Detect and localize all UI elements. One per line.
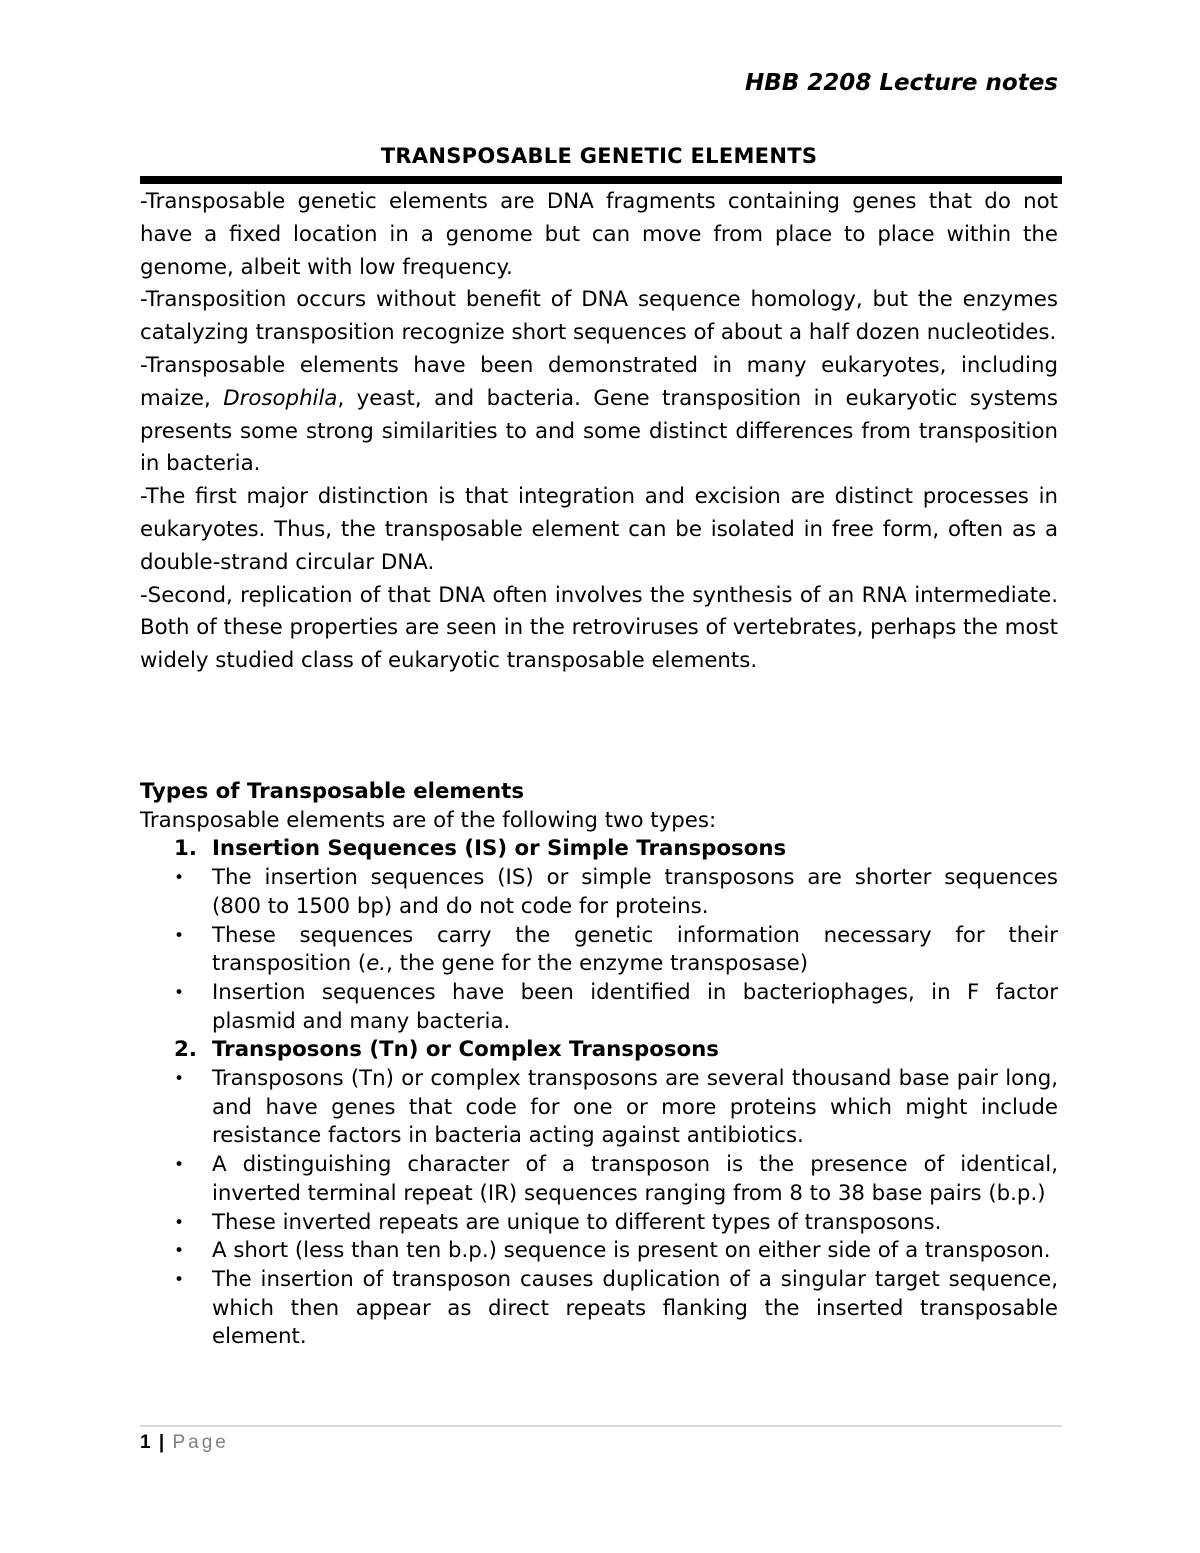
title-divider xyxy=(140,176,1062,184)
type-2-heading xyxy=(140,1036,1058,1065)
italic-term: e. xyxy=(366,951,387,977)
section-description: Transposable elements are of the following two types: xyxy=(140,807,717,833)
bullet-text: Insertion sequences have been identified in bacteriophages, in F factor plasmid and many bacteria. xyxy=(212,979,1058,1034)
section-heading: Types of Transposable elements xyxy=(140,779,525,804)
bullet-item xyxy=(174,922,1058,979)
bullet-text: Transposons (Tn) or complex transposons are several thousand base pair long, and have genes that code for one or more proteins which might include resistance factors in bacteria acting against antibiotics. xyxy=(212,1066,1058,1149)
list-number: 1. xyxy=(174,836,197,862)
type-1-bullets xyxy=(140,864,1058,1036)
bullet-icon: • xyxy=(174,1269,185,1290)
bullet-item xyxy=(174,1237,1058,1266)
bullet-icon: • xyxy=(174,1069,185,1090)
running-header: HBB 2208 Lecture notes xyxy=(744,70,1058,96)
bullet-item xyxy=(174,1266,1058,1352)
intro-paragraph xyxy=(140,350,1058,481)
intro-paragraph: -The first major distinction is that integration and excision are distinct processes in eukaryotes. Thus, the transposable element can be isolated in free form, often as a double-strand circular DNA. xyxy=(140,484,1058,575)
bullet-item xyxy=(174,979,1058,1036)
text-run: , yeast, and bacteria. Gene transposition in eukaryotic systems presents some strong similarities to and some distinct differences from transposition in bacteria. xyxy=(140,385,1058,477)
type-title-text: Transposons (Tn) or Complex Transposons xyxy=(212,1037,719,1063)
bullet-icon: • xyxy=(174,1212,185,1233)
footer-separator: | xyxy=(158,1432,165,1453)
bullet-icon: • xyxy=(174,925,185,946)
page-label: Page xyxy=(172,1432,229,1453)
bullet-icon: • xyxy=(174,868,185,889)
intro-paragraph: -Transposable genetic elements are DNA fragments containing genes that do not have a fixed location in a genome but can move from place to place within the genome, albeit with low frequency. xyxy=(140,189,1058,280)
type-1-heading xyxy=(140,835,1058,864)
text-run: These sequences carry the genetic information necessary for their transposition ( xyxy=(212,922,1058,977)
list-number: 2. xyxy=(174,1037,197,1063)
page-footer xyxy=(140,1432,229,1454)
document-title: TRANSPOSABLE GENETIC ELEMENTS xyxy=(380,144,818,168)
bullet-item xyxy=(174,1065,1058,1151)
type-2-bullets xyxy=(140,1065,1058,1352)
bullet-text: These inverted repeats are unique to different types of transposons. xyxy=(212,1209,942,1235)
bullet-icon: • xyxy=(174,982,185,1003)
bullet-icon: • xyxy=(174,1155,185,1176)
text-run: -Transposable elements have been demonstrated in many eukaryotes, including maize, xyxy=(140,352,1058,411)
bullet-text: A distinguishing character of a transposon is the presence of identical, inverted terminal repeat (IR) sequences ranging from 8 to 38 base pairs (b.p.) xyxy=(212,1152,1058,1206)
bullet-text: The insertion of transposon causes duplication of a singular target sequence, which then appear as direct repeats flanking the inserted transposable element. xyxy=(212,1266,1058,1350)
bullet-item xyxy=(174,1151,1058,1208)
page-number: 1 xyxy=(140,1432,151,1453)
italic-term: Drosophila xyxy=(223,385,338,411)
bullet-item xyxy=(174,864,1058,921)
bullet-text: A short (less than ten b.p.) sequence is present on either side of a transposon. xyxy=(212,1238,1051,1264)
type-title-text: Insertion Sequences (IS) or Simple Transposons xyxy=(212,836,787,862)
intro-paragraph: -Second, replication of that DNA often involves the synthesis of an RNA intermediate. Both of these properties are seen in the retroviruses of vertebrates, perhaps the most widely studied class of eukaryotic transposable elements. xyxy=(140,582,1059,674)
bullet-icon: • xyxy=(174,1241,185,1262)
bullet-text: The insertion sequences (IS) or simple transposons are shorter sequences (800 to 1500 bp) and do not code for proteins. xyxy=(212,865,1058,919)
types-section xyxy=(140,778,1058,1352)
intro-section xyxy=(140,186,1058,678)
bullet-item xyxy=(174,1209,1058,1238)
footer-divider xyxy=(140,1425,1062,1427)
text-run: , the gene for the enzyme transposase) xyxy=(386,951,809,977)
intro-paragraph: -Transposition occurs without benefit of DNA sequence homology, but the enzymes catalyzing transposition recognize short sequences of about a half dozen nucleotides. xyxy=(140,287,1058,346)
